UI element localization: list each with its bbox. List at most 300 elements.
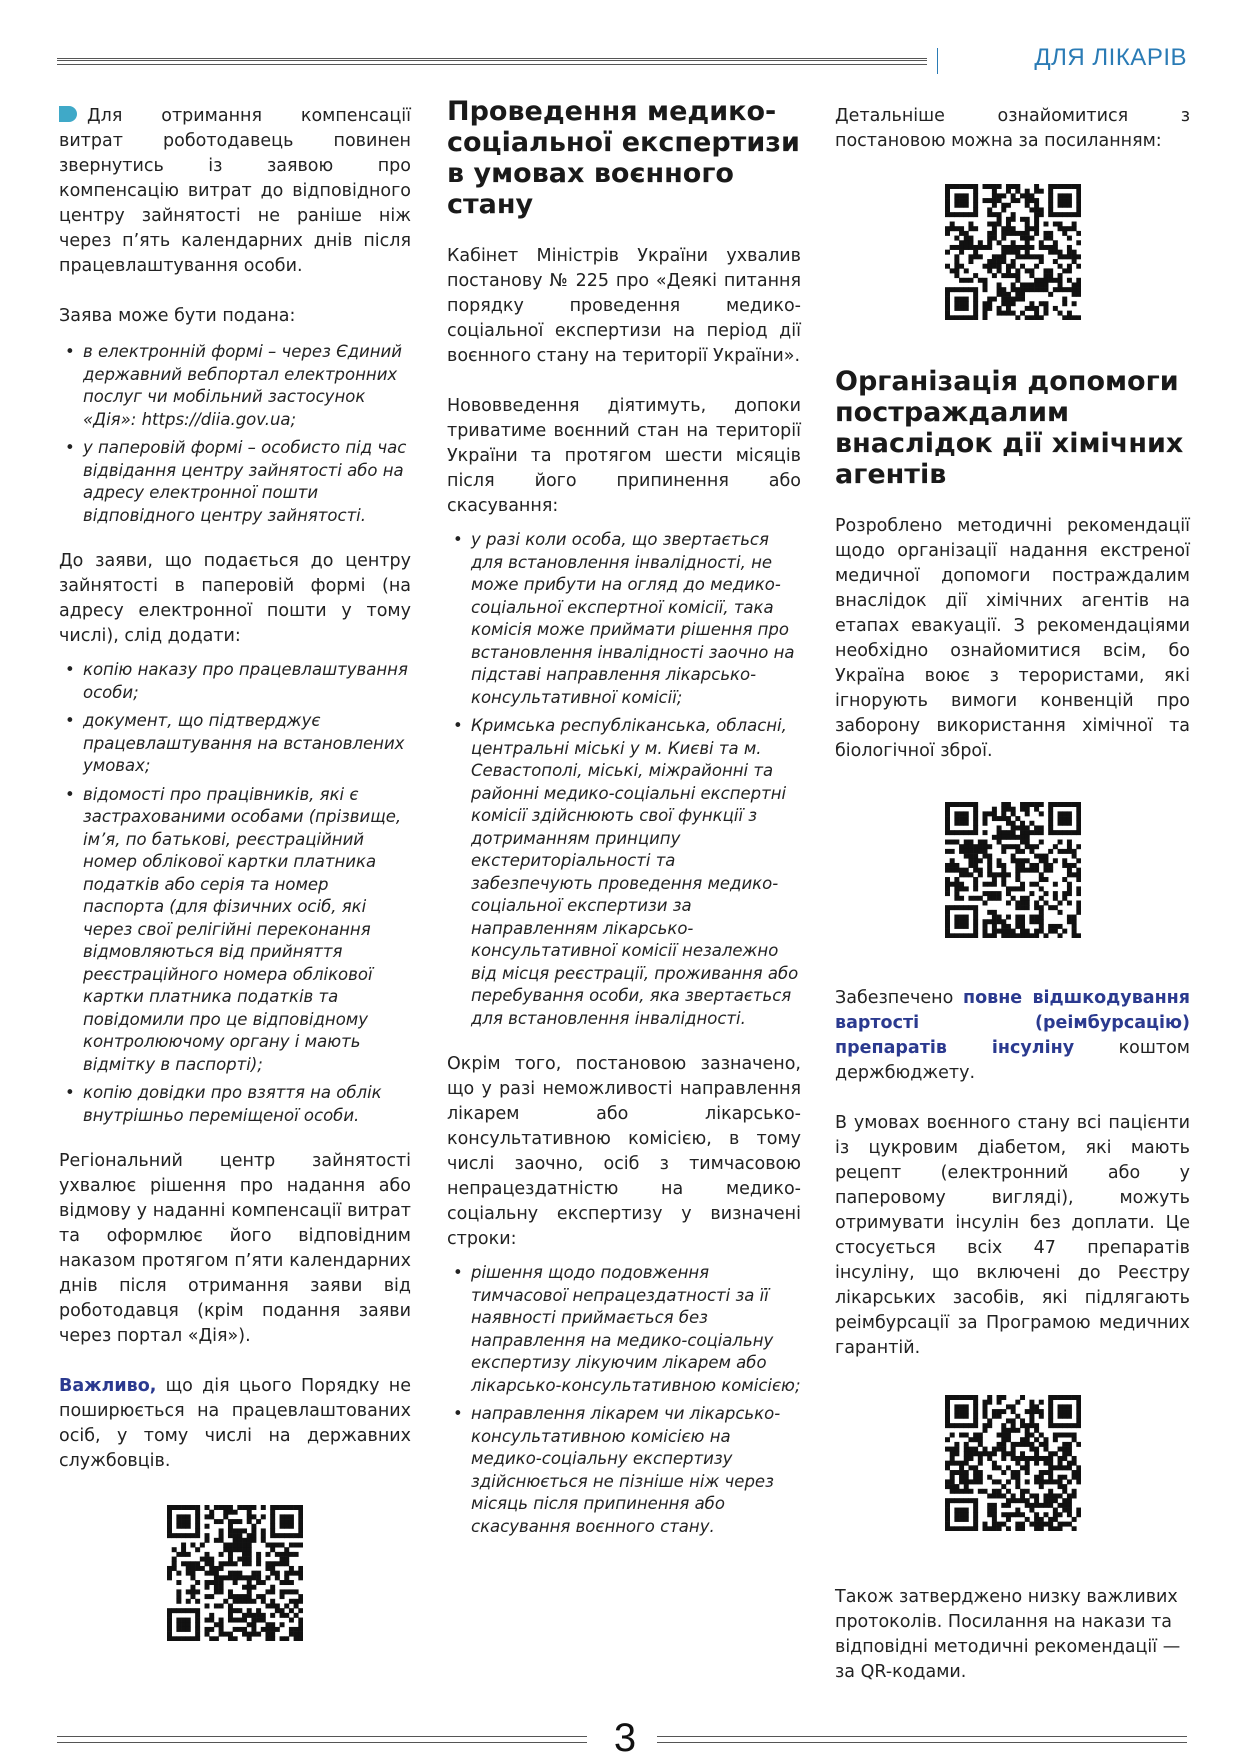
qr-module	[996, 292, 1001, 297]
qr-module	[987, 854, 992, 859]
qr-module	[270, 1547, 275, 1552]
qr-module	[1066, 236, 1071, 241]
qr-module	[1062, 1465, 1067, 1470]
qr-module	[982, 924, 987, 929]
qr-module	[982, 1404, 987, 1409]
qr-module	[1062, 1475, 1067, 1480]
qr-module	[949, 268, 954, 273]
qr-module	[1038, 919, 1043, 924]
qr-module	[973, 868, 978, 873]
qr-module	[996, 306, 1001, 311]
qr-module	[1076, 905, 1081, 910]
qr-module	[223, 1514, 228, 1519]
qr-module	[1020, 231, 1025, 236]
qr-module	[1038, 259, 1043, 264]
qr-module	[242, 1557, 247, 1562]
qr-module	[289, 1505, 294, 1510]
qr-module	[1029, 1409, 1034, 1414]
qr-module	[973, 807, 978, 812]
qr-module	[1048, 868, 1053, 873]
qr-module	[205, 1571, 210, 1576]
qr-module	[954, 226, 959, 231]
qr-module	[954, 287, 959, 292]
qr-module	[1010, 212, 1015, 217]
qr-module	[973, 844, 978, 849]
qr-module	[209, 1613, 214, 1618]
qr-module	[298, 1636, 303, 1641]
qr-module	[954, 840, 959, 845]
qr-module	[1015, 835, 1020, 840]
qr-module	[973, 886, 978, 891]
qr-module	[991, 1409, 996, 1414]
qr-module	[1024, 811, 1029, 816]
qr-module	[991, 1414, 996, 1419]
qr-module	[233, 1636, 238, 1641]
qr-module	[949, 840, 954, 845]
qr-module	[996, 872, 1001, 877]
qr-module	[1034, 919, 1039, 924]
qr-module	[949, 1456, 954, 1461]
qr-module	[1057, 1465, 1062, 1470]
qr-module	[1024, 896, 1029, 901]
qr-module	[963, 306, 968, 311]
qr-module	[968, 858, 973, 863]
qr-module	[1010, 240, 1015, 245]
qr-code-icon[interactable]	[945, 184, 1081, 320]
qr-module	[963, 919, 968, 924]
qr-module	[1015, 189, 1020, 194]
qr-module	[1062, 896, 1067, 901]
qr-module	[228, 1505, 233, 1510]
qr-module	[1001, 1433, 1006, 1438]
qr-module	[987, 297, 992, 302]
qr-module	[987, 222, 992, 227]
qr-module	[1001, 816, 1006, 821]
qr-module	[1029, 193, 1034, 198]
qr-module	[949, 1423, 954, 1428]
qr-module	[270, 1561, 275, 1566]
qr-module	[1071, 315, 1076, 320]
qr-module	[1076, 1465, 1081, 1470]
qr-module	[945, 905, 950, 910]
qr-module	[251, 1575, 256, 1580]
qr-module	[1010, 1470, 1015, 1475]
qr-module	[1076, 872, 1081, 877]
qr-module	[1057, 1414, 1062, 1419]
qr-module	[1001, 807, 1006, 812]
qr-module	[1062, 1451, 1067, 1456]
qr-module	[176, 1524, 181, 1529]
qr-module	[1066, 840, 1071, 845]
qr-code-icon[interactable]	[945, 1395, 1081, 1531]
qr-module	[1020, 1465, 1025, 1470]
qr-module	[973, 1479, 978, 1484]
qr-module	[987, 910, 992, 915]
qr-module	[1066, 311, 1071, 316]
qr-module	[195, 1613, 200, 1618]
qr-module	[1024, 868, 1029, 873]
qr-module	[1020, 802, 1025, 807]
qr-module	[1001, 863, 1006, 868]
qr-module	[1066, 264, 1071, 269]
qr-module	[1071, 301, 1076, 306]
qr-module	[1043, 282, 1048, 287]
qr-module	[270, 1510, 275, 1515]
qr-module	[1029, 1400, 1034, 1405]
qr-module	[1024, 306, 1029, 311]
qr-module	[1076, 198, 1081, 203]
qr-module	[991, 198, 996, 203]
qr-code-icon[interactable]	[167, 1505, 303, 1641]
qr-module	[954, 297, 959, 302]
qr-module	[233, 1594, 238, 1599]
qr-module	[982, 1423, 987, 1428]
qr-module	[949, 1484, 954, 1489]
qr-module	[284, 1571, 289, 1576]
qr-module	[963, 301, 968, 306]
qr-module	[982, 830, 987, 835]
qr-module	[945, 882, 950, 887]
qr-module	[945, 891, 950, 896]
qr-module	[954, 877, 959, 882]
qr-module	[280, 1622, 285, 1627]
qr-module	[1015, 905, 1020, 910]
qr-module	[1076, 315, 1081, 320]
qr-module	[205, 1557, 210, 1562]
qr-module	[214, 1538, 219, 1543]
qr-module	[973, 287, 978, 292]
qr-module	[987, 184, 992, 189]
qr-module	[959, 1409, 964, 1414]
qr-module	[1038, 245, 1043, 250]
qr-module	[1005, 231, 1010, 236]
qr-code-icon[interactable]	[945, 802, 1081, 938]
qr-module	[959, 306, 964, 311]
qr-module	[949, 1479, 954, 1484]
qr-module	[973, 910, 978, 915]
qr-module	[280, 1561, 285, 1566]
qr-module	[1048, 825, 1053, 830]
qr-module	[1020, 830, 1025, 835]
qr-module	[270, 1514, 275, 1519]
qr-module	[1020, 1489, 1025, 1494]
qr-module	[1062, 212, 1067, 217]
qr-module	[195, 1618, 200, 1623]
qr-module	[1029, 830, 1034, 835]
qr-module	[209, 1566, 214, 1571]
qr-module	[1015, 250, 1020, 255]
qr-module	[1043, 1503, 1048, 1508]
qr-module	[968, 933, 973, 938]
qr-module	[1043, 306, 1048, 311]
qr-module	[996, 835, 1001, 840]
qr-module	[1024, 268, 1029, 273]
qr-module	[298, 1524, 303, 1529]
qr-module	[1048, 189, 1053, 194]
qr-module	[1043, 222, 1048, 227]
qr-module	[1015, 1400, 1020, 1405]
qr-module	[1066, 184, 1071, 189]
qr-module	[973, 882, 978, 887]
qr-module	[1062, 301, 1067, 306]
qr-module	[1057, 1503, 1062, 1508]
qr-module	[219, 1505, 224, 1510]
qr-module	[1048, 1498, 1053, 1503]
qr-module	[996, 282, 1001, 287]
qr-module	[1071, 1433, 1076, 1438]
qr-module	[1015, 231, 1020, 236]
qr-module	[1062, 1508, 1067, 1513]
qr-module	[1057, 226, 1062, 231]
qr-module	[1005, 891, 1010, 896]
qr-module	[973, 1400, 978, 1405]
qr-module	[987, 1503, 992, 1508]
qr-module	[181, 1622, 186, 1627]
qr-module	[1005, 802, 1010, 807]
qr-module	[1001, 203, 1006, 208]
qr-module	[1015, 919, 1020, 924]
qr-module	[973, 301, 978, 306]
qr-module	[1071, 1423, 1076, 1428]
qr-module	[1034, 1475, 1039, 1480]
qr-module	[963, 1442, 968, 1447]
qr-module	[176, 1608, 181, 1613]
qr-module	[945, 924, 950, 929]
qr-module	[996, 184, 1001, 189]
qr-module	[1076, 184, 1081, 189]
qr-module	[294, 1627, 299, 1632]
qr-module	[963, 1479, 968, 1484]
qr-module	[1038, 886, 1043, 891]
qr-module	[1010, 198, 1015, 203]
qr-module	[242, 1547, 247, 1552]
qr-module	[1043, 1493, 1048, 1498]
qr-module	[1020, 287, 1025, 292]
qr-module	[1076, 821, 1081, 826]
qr-module	[973, 830, 978, 835]
qr-module	[973, 924, 978, 929]
qr-module	[289, 1627, 294, 1632]
qr-module	[1066, 1498, 1071, 1503]
qr-module	[1034, 900, 1039, 905]
qr-module	[1057, 1456, 1062, 1461]
qr-module	[1048, 198, 1053, 203]
qr-module	[1043, 1456, 1048, 1461]
qr-module	[284, 1533, 289, 1538]
qr-module	[1071, 933, 1076, 938]
qr-module	[190, 1571, 195, 1576]
qr-module	[1015, 1479, 1020, 1484]
qr-module	[982, 184, 987, 189]
qr-module	[1005, 184, 1010, 189]
qr-module	[1057, 264, 1062, 269]
qr-module	[1001, 193, 1006, 198]
qr-module	[1005, 844, 1010, 849]
qr-module	[228, 1547, 233, 1552]
qr-module	[954, 193, 959, 198]
qr-module	[1001, 1423, 1006, 1428]
qr-module	[270, 1599, 275, 1604]
qr-module	[963, 849, 968, 854]
column-right	[835, 104, 1190, 1710]
qr-module	[982, 1522, 987, 1527]
qr-module	[1043, 877, 1048, 882]
qr-module	[233, 1608, 238, 1613]
qr-module	[1071, 802, 1076, 807]
qr-module	[1062, 802, 1067, 807]
qr-module	[1052, 1493, 1057, 1498]
qr-module	[963, 886, 968, 891]
qr-module	[1038, 240, 1043, 245]
qr-module	[1038, 896, 1043, 901]
qr-module	[987, 1526, 992, 1531]
qr-module	[954, 259, 959, 264]
qr-module	[1076, 844, 1081, 849]
qr-module	[968, 1451, 973, 1456]
qr-module	[1024, 807, 1029, 812]
qr-module	[1015, 1508, 1020, 1513]
qr-module	[1038, 1433, 1043, 1438]
qr-module	[167, 1510, 172, 1515]
qr-module	[968, 259, 973, 264]
qr-module	[977, 1437, 982, 1442]
qr-module	[973, 1409, 978, 1414]
qr-module	[945, 297, 950, 302]
qr-module	[1010, 1493, 1015, 1498]
qr-module	[977, 872, 982, 877]
qr-module	[1020, 896, 1025, 901]
qr-module	[251, 1627, 256, 1632]
qr-module	[1034, 1451, 1039, 1456]
qr-module	[954, 863, 959, 868]
qr-module	[261, 1533, 266, 1538]
qr-module	[949, 315, 954, 320]
qr-module	[954, 1470, 959, 1475]
qr-module	[214, 1580, 219, 1585]
qr-module	[945, 1508, 950, 1513]
qr-module	[219, 1538, 224, 1543]
qr-module	[1052, 245, 1057, 250]
qr-module	[1015, 1456, 1020, 1461]
qr-module	[1029, 849, 1034, 854]
qr-module	[1062, 1423, 1067, 1428]
qr-module	[1048, 1489, 1053, 1494]
qr-module	[1048, 245, 1053, 250]
qr-module	[228, 1603, 233, 1608]
qr-module	[209, 1594, 214, 1599]
qr-module	[1043, 311, 1048, 316]
qr-module	[251, 1585, 256, 1590]
qr-module	[1010, 1456, 1015, 1461]
qr-module	[181, 1561, 186, 1566]
qr-module	[1024, 231, 1029, 236]
qr-module	[996, 891, 1001, 896]
qr-module	[1029, 802, 1034, 807]
qr-module	[1034, 1526, 1039, 1531]
qr-module	[968, 1489, 973, 1494]
qr-module	[1066, 900, 1071, 905]
qr-module	[996, 1409, 1001, 1414]
qr-module	[284, 1561, 289, 1566]
qr-module	[233, 1561, 238, 1566]
qr-module	[1071, 830, 1076, 835]
qr-module	[973, 849, 978, 854]
qr-module	[280, 1533, 285, 1538]
qr-module	[1071, 250, 1076, 255]
qr-module	[973, 189, 978, 194]
qr-module	[1057, 1479, 1062, 1484]
qr-module	[214, 1589, 219, 1594]
article-paragraph: Нововведення діятимуть, допоки триватиме воєнний стан на території України та протягом шести місяців після його припинення або скасування:	[447, 396, 801, 516]
qr-module	[954, 1461, 959, 1466]
qr-module	[289, 1589, 294, 1594]
qr-module	[1020, 882, 1025, 887]
qr-module	[968, 222, 973, 227]
qr-module	[1076, 825, 1081, 830]
qr-module	[959, 1508, 964, 1513]
qr-module	[237, 1618, 242, 1623]
qr-module	[1020, 905, 1025, 910]
qr-module	[251, 1538, 256, 1543]
qr-module	[1052, 882, 1057, 887]
qr-module	[945, 821, 950, 826]
qr-module	[1029, 1423, 1034, 1428]
qr-module	[1066, 844, 1071, 849]
qr-module	[987, 919, 992, 924]
qr-module	[968, 896, 973, 901]
qr-module	[977, 245, 982, 250]
qr-module	[1071, 924, 1076, 929]
qr-module	[1015, 1428, 1020, 1433]
qr-module	[1062, 203, 1067, 208]
qr-module	[973, 311, 978, 316]
qr-module	[289, 1571, 294, 1576]
qr-module	[1001, 849, 1006, 854]
qr-module	[963, 1395, 968, 1400]
qr-module	[1066, 1493, 1071, 1498]
qr-module	[968, 236, 973, 241]
qr-module	[973, 193, 978, 198]
qr-module	[247, 1519, 252, 1524]
qr-module	[963, 1456, 968, 1461]
qr-module	[963, 1498, 968, 1503]
qr-module	[996, 1414, 1001, 1419]
qr-module	[1029, 301, 1034, 306]
qr-module	[233, 1575, 238, 1580]
qr-module	[1048, 924, 1053, 929]
qr-module	[982, 929, 987, 934]
qr-module	[176, 1580, 181, 1585]
qr-module	[1043, 1437, 1048, 1442]
qr-module	[945, 189, 950, 194]
qr-module	[945, 1400, 950, 1405]
qr-module	[982, 1489, 987, 1494]
qr-module	[228, 1519, 233, 1524]
qr-module	[996, 816, 1001, 821]
qr-module	[1010, 226, 1015, 231]
qr-module	[275, 1603, 280, 1608]
qr-module	[1001, 844, 1006, 849]
qr-module	[1057, 222, 1062, 227]
qr-module	[1076, 1423, 1081, 1428]
qr-module	[1066, 849, 1071, 854]
qr-module	[1038, 254, 1043, 259]
qr-module	[959, 1423, 964, 1428]
qr-module	[973, 1433, 978, 1438]
qr-module	[284, 1580, 289, 1585]
qr-module	[1043, 891, 1048, 896]
qr-module	[1038, 287, 1043, 292]
